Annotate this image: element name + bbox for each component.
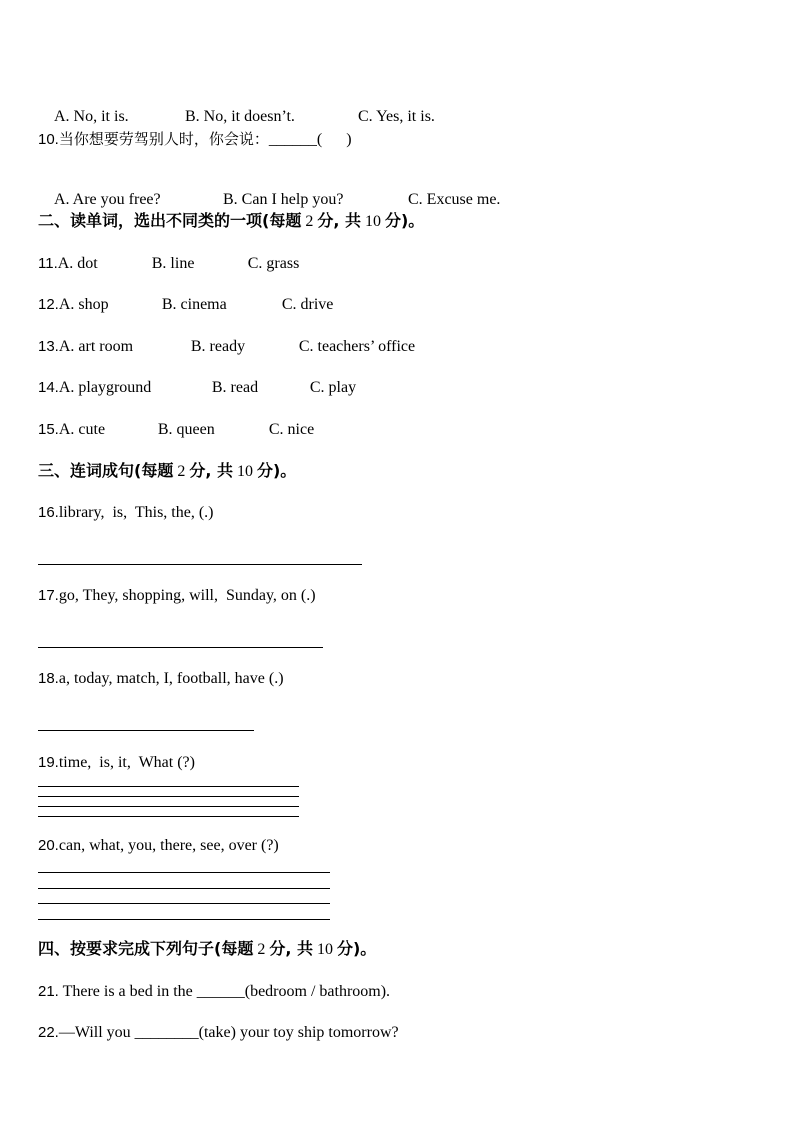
section-4-points: 2 bbox=[257, 941, 266, 958]
q14-row bbox=[38, 378, 356, 398]
section-4-title: 四、按要求完成下列句子(每题 bbox=[38, 939, 254, 958]
q18-words: a, today, match, I, football, have (.) bbox=[58, 670, 284, 687]
q19-row bbox=[38, 753, 195, 773]
q20-words: can, what, you, there, see, over (?) bbox=[58, 837, 279, 854]
q21-row bbox=[38, 982, 390, 1002]
q12-option-c: C. drive bbox=[281, 296, 334, 313]
q16-answer-line[interactable] bbox=[38, 564, 362, 565]
q20-answer-line-1[interactable] bbox=[38, 872, 330, 873]
q19-answer-line-2[interactable] bbox=[38, 796, 299, 797]
q13-option-c: C. teachers’ office bbox=[298, 338, 416, 355]
section-3-mid: 分, 共 bbox=[189, 461, 233, 480]
section-2-end: 分)。 bbox=[384, 211, 425, 230]
q16-row bbox=[38, 503, 214, 523]
q18-answer-line[interactable] bbox=[38, 730, 254, 731]
section-2-mid: 分, 共 bbox=[317, 211, 361, 230]
q19-words: time, is, it, What (?) bbox=[58, 754, 195, 771]
q20-answer-line-4[interactable] bbox=[38, 919, 330, 920]
q20-row bbox=[38, 836, 279, 856]
q13-number: 13. bbox=[38, 338, 59, 355]
q13-option-a: A. art room bbox=[58, 338, 134, 355]
q12-number: 12. bbox=[38, 296, 59, 313]
q10-blank: ______ bbox=[268, 131, 317, 148]
q11-row bbox=[38, 254, 299, 274]
q17-row bbox=[38, 586, 316, 606]
q15-option-c: C. nice bbox=[268, 421, 315, 438]
q16-words: library, is, This, the, (.) bbox=[58, 504, 214, 521]
q14-option-a: A. playground bbox=[58, 379, 152, 396]
section-3-points: 2 bbox=[177, 463, 186, 480]
q11-option-b: B. line bbox=[151, 255, 195, 272]
q12-option-b: B. cinema bbox=[161, 296, 227, 313]
section-3-end: 分)。 bbox=[256, 461, 297, 480]
q19-answer-line-3[interactable] bbox=[38, 806, 299, 807]
q19-answer-line-4[interactable] bbox=[38, 816, 299, 817]
q9-option-c: C. Yes, it is. bbox=[358, 108, 435, 125]
q11-option-a: A. dot bbox=[57, 255, 98, 272]
q17-answer-line[interactable] bbox=[38, 647, 323, 648]
q18-number: 18. bbox=[38, 670, 59, 687]
q14-number: 14. bbox=[38, 379, 59, 396]
q18-row bbox=[38, 669, 284, 689]
q17-number: 17. bbox=[38, 587, 59, 604]
q10-prompt: 当你想要劳驾别人时，你会说： bbox=[58, 130, 269, 148]
q15-option-a: A. cute bbox=[58, 421, 106, 438]
q21-number: 21. bbox=[38, 983, 59, 1000]
section-3-title: 三、连词成句(每题 bbox=[38, 461, 174, 480]
q20-answer-line-2[interactable] bbox=[38, 888, 330, 889]
q10-option-c: C. Excuse me. bbox=[408, 191, 501, 208]
q15-option-b: B. queen bbox=[157, 421, 215, 438]
q10-option-b: B. Can I help you? bbox=[223, 191, 344, 208]
q15-row bbox=[38, 420, 314, 440]
section-2-title: 二、读单词，选出不同类的一项(每题 bbox=[38, 211, 302, 230]
q22-text: —Will you ________(take) your toy ship tomorrow? bbox=[58, 1024, 399, 1041]
q10-paren: ( ) bbox=[316, 131, 352, 148]
q22-number: 22. bbox=[38, 1024, 59, 1041]
q10-question bbox=[38, 129, 352, 150]
section-2-total: 10 bbox=[364, 213, 381, 230]
section-3-total: 10 bbox=[236, 463, 253, 480]
q10-option-a: A. Are you free? bbox=[54, 191, 161, 208]
section-2-points: 2 bbox=[305, 213, 314, 230]
q14-option-c: C. play bbox=[309, 379, 357, 396]
q22-row bbox=[38, 1023, 399, 1043]
section-4-total: 10 bbox=[316, 941, 333, 958]
section-4-end: 分)。 bbox=[336, 939, 377, 958]
q20-answer-line-3[interactable] bbox=[38, 903, 330, 904]
q19-answer-line-1[interactable] bbox=[38, 786, 299, 787]
q19-number: 19. bbox=[38, 754, 59, 771]
q9-option-b: B. No, it doesn’t. bbox=[185, 108, 295, 125]
q13-option-b: B. ready bbox=[190, 338, 246, 355]
q17-words: go, They, shopping, will, Sunday, on (.) bbox=[58, 587, 316, 604]
q21-text: There is a bed in the ______(bedroom / bathroom). bbox=[58, 983, 391, 1000]
section-4-mid: 分, 共 bbox=[269, 939, 313, 958]
q15-number: 15. bbox=[38, 421, 59, 438]
q20-number: 20. bbox=[38, 837, 59, 854]
q12-row bbox=[38, 295, 333, 315]
section-4-heading bbox=[38, 939, 376, 960]
q11-number: 11. bbox=[38, 255, 58, 272]
q11-option-c: C. grass bbox=[247, 255, 300, 272]
section-2-heading bbox=[38, 211, 424, 232]
q14-option-b: B. read bbox=[211, 379, 259, 396]
q12-option-a: A. shop bbox=[58, 296, 109, 313]
q10-number: 10. bbox=[38, 131, 59, 148]
section-3-heading bbox=[38, 461, 296, 482]
q13-row bbox=[38, 337, 415, 357]
q16-number: 16. bbox=[38, 504, 59, 521]
q9-option-a: A. No, it is. bbox=[54, 108, 129, 125]
